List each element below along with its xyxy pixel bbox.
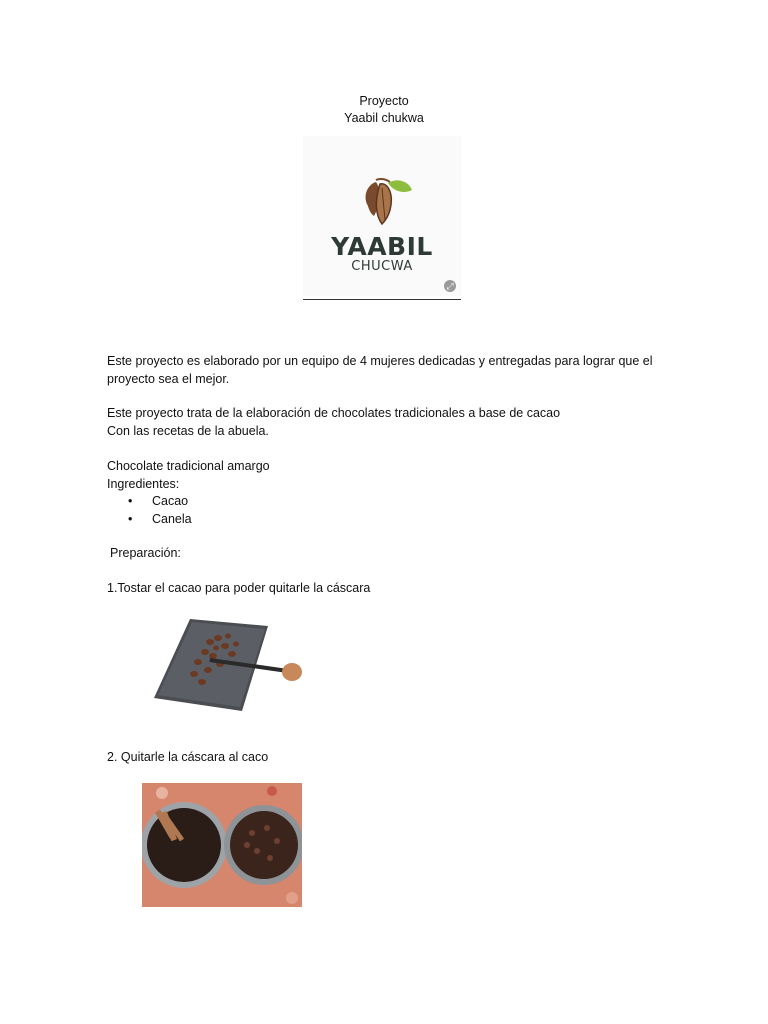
logo-text-sub: CHUCWA	[351, 259, 413, 274]
ingredient-label: Cacao	[152, 494, 189, 508]
logo-text-main: YAABIL	[331, 232, 433, 261]
bullet: •	[128, 494, 133, 508]
paragraph-team-line-1: Este proyecto es elaborado por un equipo de 4 mujeres dedicadas y entregadas para lograr que el	[107, 354, 653, 368]
ingredients-list	[128, 492, 192, 528]
list-item	[128, 492, 192, 510]
title-line-1: Proyecto	[359, 94, 409, 108]
paragraph-about	[107, 405, 560, 440]
paragraph-about-line-2: Con las recetas de la abuela.	[107, 423, 269, 438]
title-line-2: Yaabil chukwa	[344, 111, 424, 125]
cacao-peeling-photo	[142, 783, 302, 907]
cacao-pod-icon	[358, 176, 418, 228]
list-item	[128, 510, 192, 528]
step-1: 1.Tostar el cacao para poder quitarle la cáscara	[107, 581, 371, 595]
recipe-title: Chocolate tradicional amargo	[107, 459, 270, 473]
logo-underline	[303, 299, 461, 300]
expand-icon: ⤢	[444, 280, 456, 292]
bullet: •	[128, 512, 133, 526]
paragraph-about-line-1: Este proyecto trata de la elaboración de chocolates tradicionales a base de cacao	[107, 406, 561, 420]
paragraph-team	[107, 353, 653, 388]
recipe-header	[107, 458, 270, 493]
preparation-label: Preparación:	[110, 546, 181, 560]
step-2: 2. Quitarle la cáscara al caco	[107, 750, 269, 764]
yaabil-logo	[303, 136, 461, 296]
ingredient-label: Canela	[152, 512, 192, 526]
roasting-cacao-photo	[150, 614, 304, 714]
document-title	[0, 93, 768, 127]
paragraph-team-line-2: proyecto sea el mejor.	[107, 371, 230, 386]
ingredients-label: Ingredientes:	[107, 476, 180, 491]
